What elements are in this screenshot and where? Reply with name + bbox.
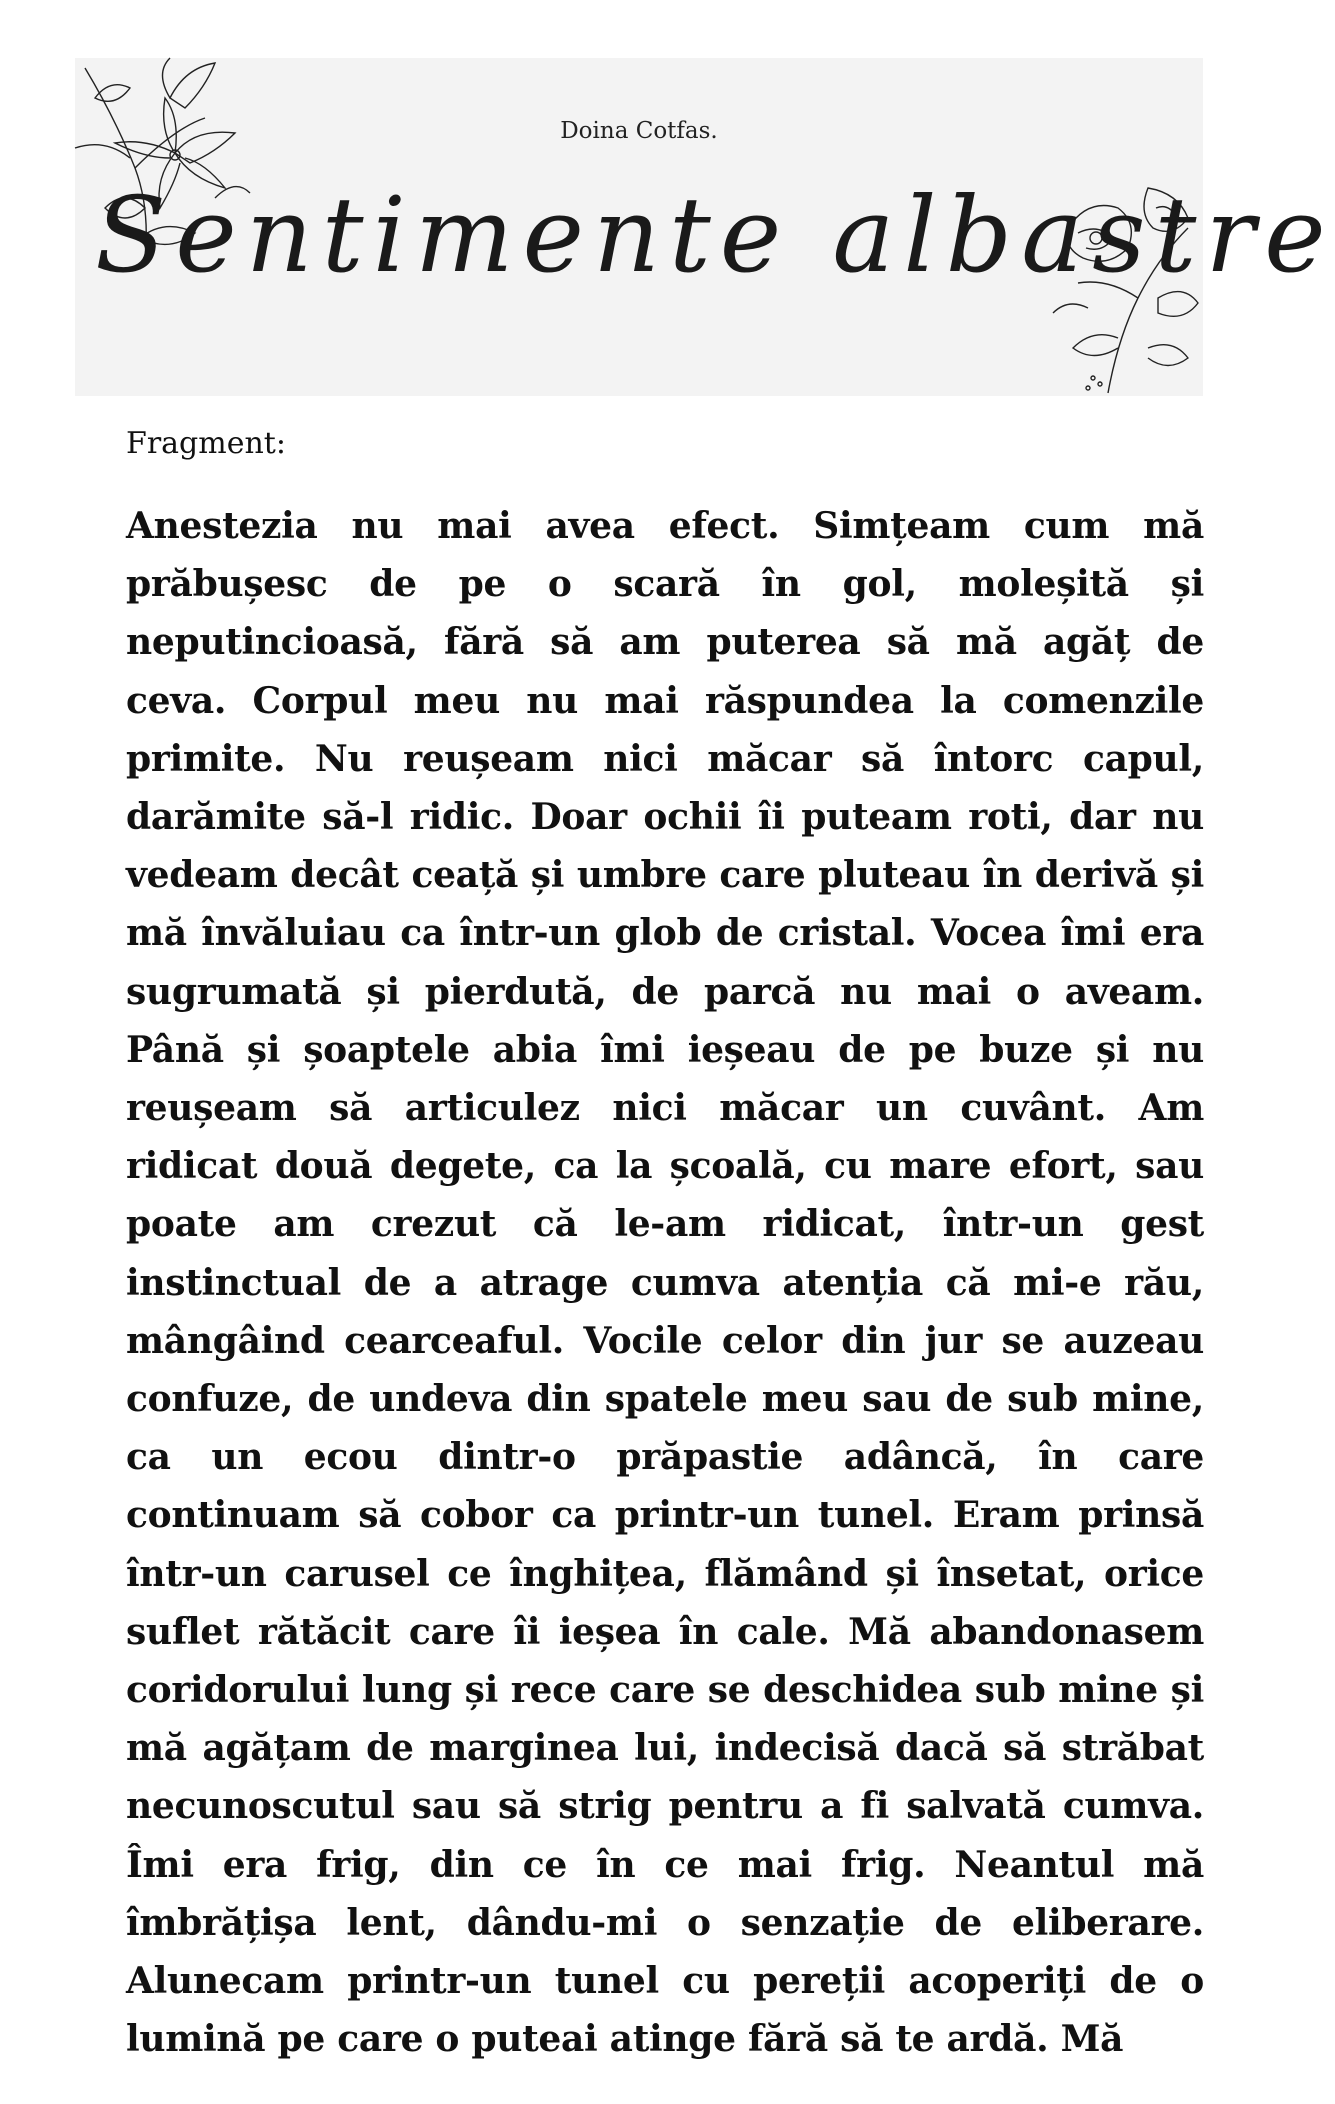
fragment-label: Fragment: (126, 426, 286, 461)
fragment-paragraph: Anestezia nu mai avea efect. Simțeam cum mă prăbușesc de pe o scară în gol, moleșită și neputincioasă, fără să am puterea să mă agăț de ceva. Corpul meu nu mai răspundea la comenzile primite. Nu reușeam nici măcar să întorc capul, darămite să-l ridic. Doar ochii îi puteam roti, dar nu vedeam decât ceață și umbre care pluteau în derivă și mă învăluiau ca într-un glob de cristal. Vocea îmi era sugrumată și pierdută, de parcă nu mai o aveam. Până și șoaptele abia îmi ieșeau de pe buze și nu reușeam să articulez nici măcar un cuvânt. Am ridicat două degete, ca la școală, cu mare efort, sau poate am crezut că le-am ridicat, într-un gest instinctual de a atrage cumva atenția că mi-e rău, mângâind cearceaful. Vocile celor din jur se auzeau confuze, de undeva din spatele meu sau de sub mine, ca un ecou dintr-o prăpastie adâncă, în care continuam să cobor ca printr-un tunel. Eram prinsă într-un carusel ce înghițea, flămând și însetat, orice suflet rătăcit care îi ieșea în cale. Mă abandonasem coridorului lung și rece care se deschidea sub mine și mă agățam de marginea lui, indecisă dacă să străbat necunoscutul sau să strig pentru a fi salvată cumva. Îmi era frig, din ce în ce mai frig. Neantul mă îmbrățișa lent, dându-mi o senzație de eliberare. Alunecam printr-un tunel cu pereții acoperiți de o lumină pe care o puteai atinge fără să te ardă. Mă (126, 505, 1204, 2061)
header-banner (75, 58, 1335, 396)
author-name: Doina Cotfas. (560, 118, 718, 144)
book-title: Sentimente albastre (95, 174, 1335, 296)
